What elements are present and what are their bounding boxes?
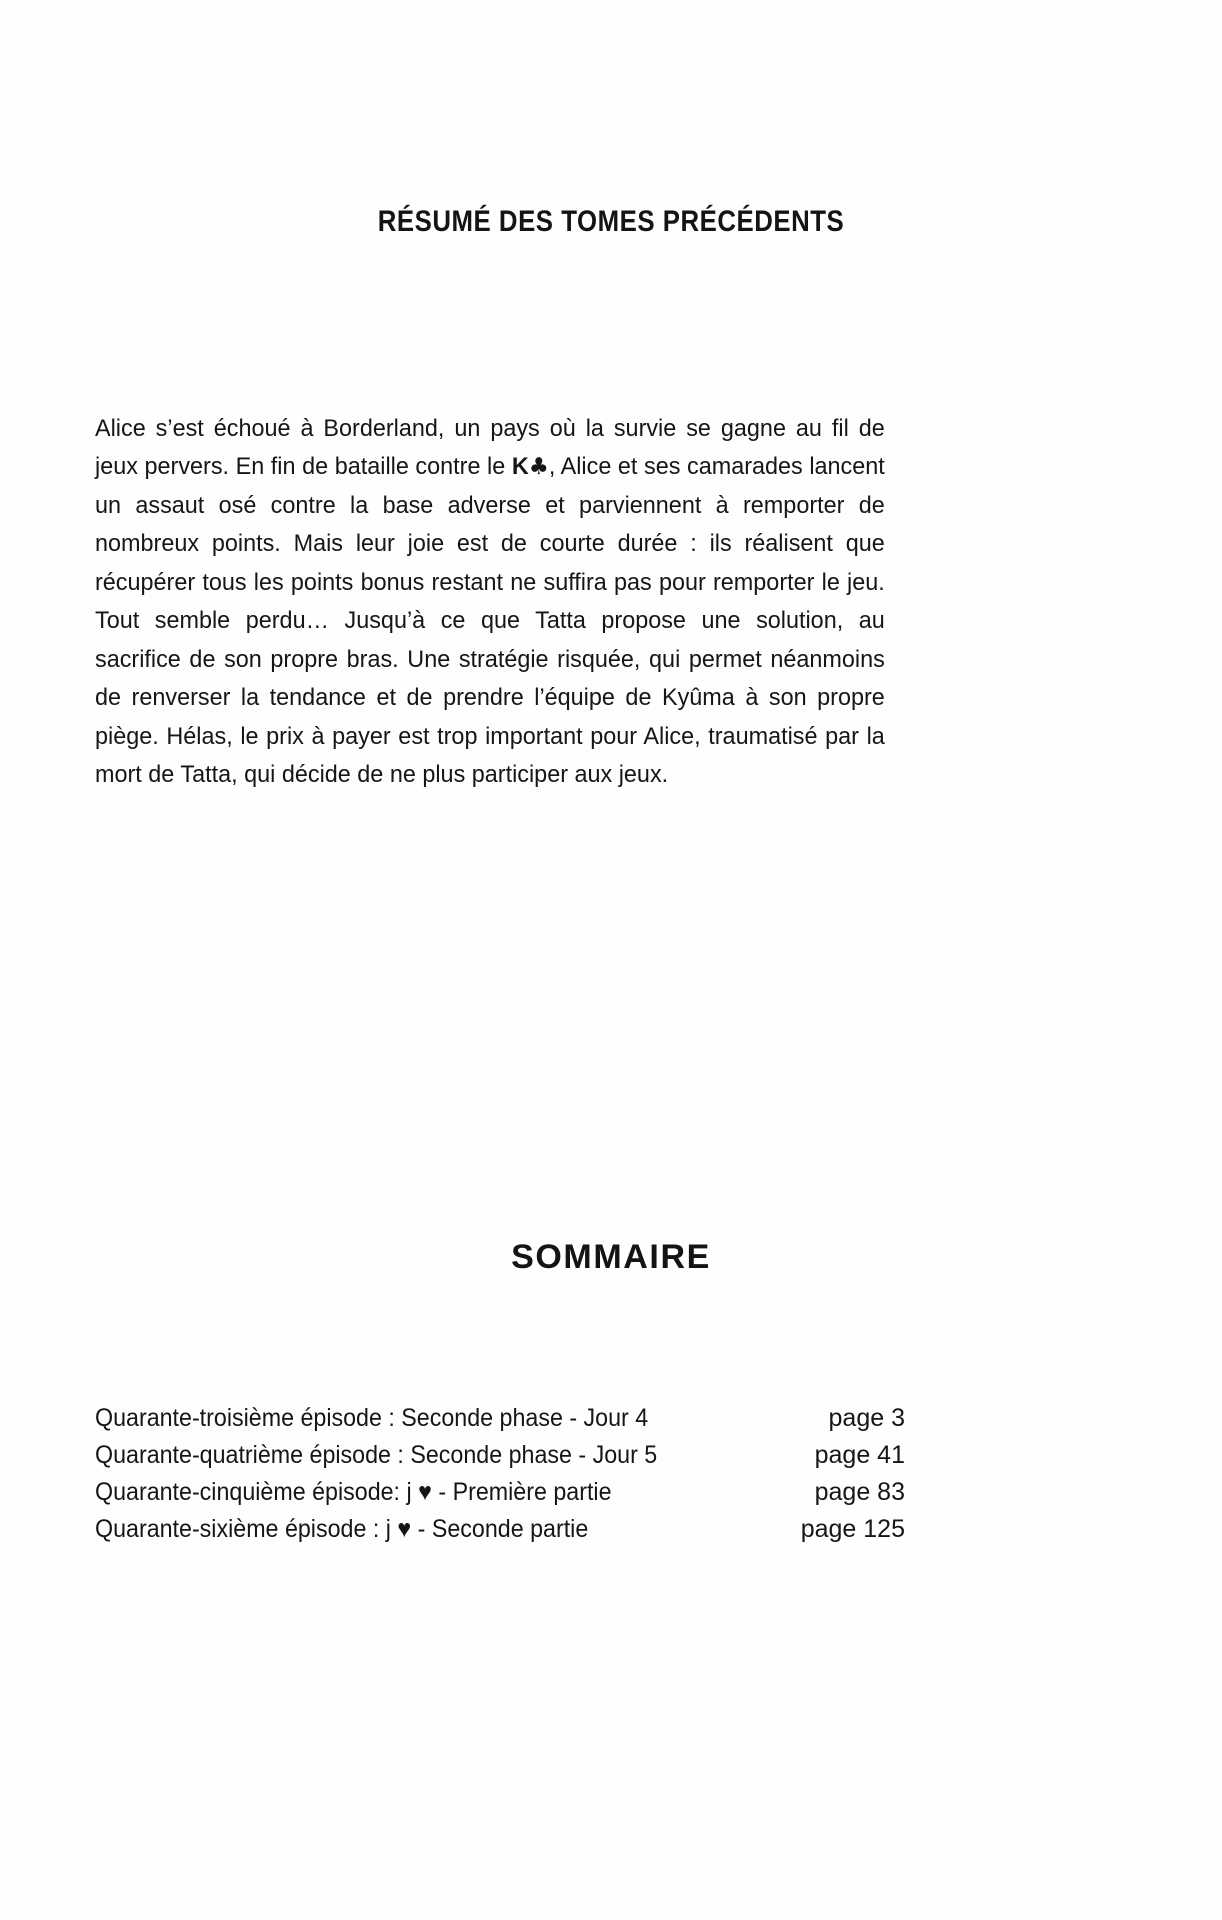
toc-entry-label: Quarante-cinquième épisode: j ♥ - Première partie [95,1478,612,1506]
toc-entry-page: page 41 [814,1441,905,1469]
toc-entry-label: Quarante-troisième épisode : Seconde phase - Jour 4 [95,1404,649,1432]
toc-entry-page: page 125 [800,1515,905,1543]
resume-paragraph [95,410,885,795]
toc-entry-label: Quarante-sixième épisode : j ♥ - Seconde partie [95,1515,589,1543]
card-king-clubs [512,453,549,480]
toc-entry[interactable] [95,1437,905,1474]
clubs-suit-icon: ♣ [528,453,549,480]
resume-heading: RÉSUMÉ DES TOMES PRÉCÉDENTS [377,205,845,238]
card-letter: K [511,453,529,480]
toc-entry[interactable] [95,1400,905,1437]
toc-entry[interactable] [95,1511,905,1548]
sommaire-heading: SOMMAIRE [511,1238,711,1276]
toc-entry-page: page 83 [814,1478,905,1506]
toc-entry-page: page 3 [828,1404,905,1432]
table-of-contents [95,1400,905,1548]
toc-entry-label: Quarante-quatrième épisode : Seconde phase - Jour 5 [95,1441,658,1469]
resume-text-after-card: , Alice et ses camarades lancent un assaut osé contre la base adverse et parviennent à remporter de nombreux points. Mais leur joie est de courte durée : ils réalisent que récupérer tous les points bonus restant ne suffira pas pour remporter le jeu. Tout semble perdu… Jusqu’à ce que Tatta propose une solution, au sacrifice de son propre bras. Une stratégie risquée, qui permet néanmoins de renverser la tendance et de prendre l’équipe de Kyûma à son propre piège. Hélas, le prix à payer est trop important pour Alice, traumatisé par la mort de Tatta, qui décide de ne plus participer aux jeux. [95,453,885,788]
resume-text-before-card: Alice s’est échoué à Borderland, un pays où la survie se gagne au fil de jeux pervers. En fin de bataille contre le [95,414,885,480]
toc-entry[interactable] [95,1474,905,1511]
